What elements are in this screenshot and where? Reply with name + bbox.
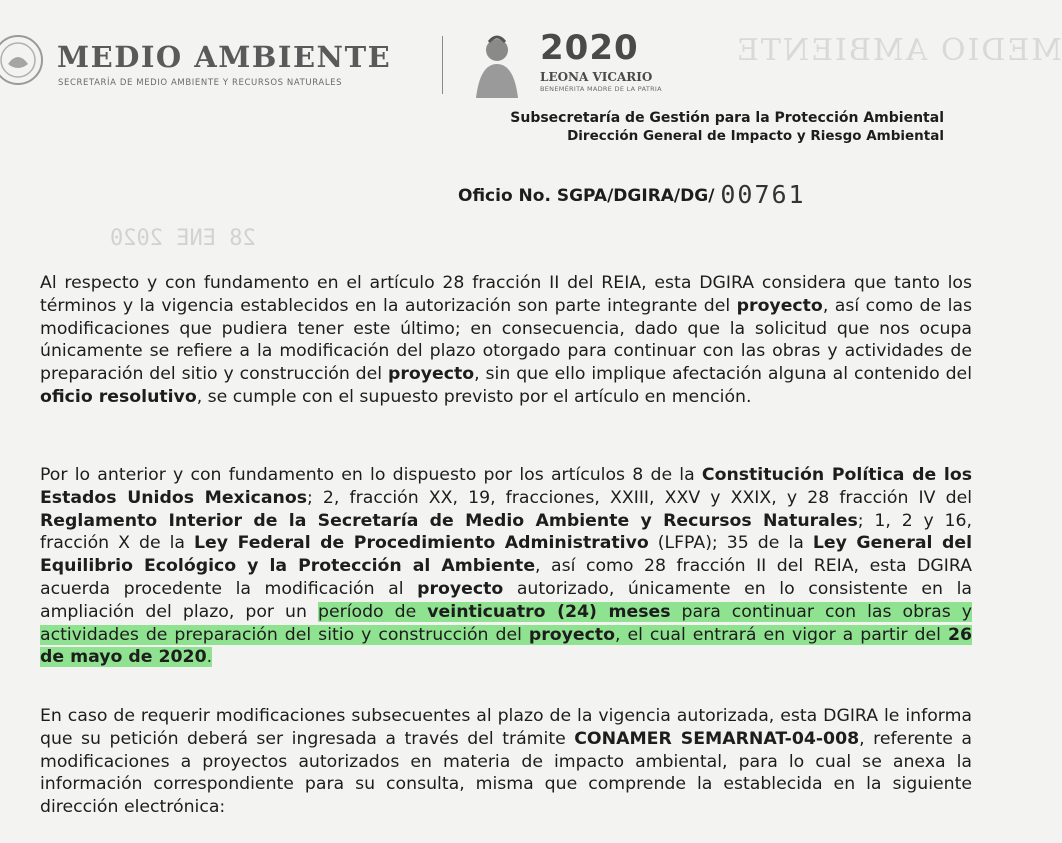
highlighted-text xyxy=(318,602,427,622)
text-segment: para continuar con las obras y actividades de preparación del sitio y construcción del xyxy=(40,601,972,645)
oficio-label: Oficio No. SGPA/DGIRA/DG/ xyxy=(458,186,715,206)
ministry-subtitle: SECRETARÍA DE MEDIO AMBIENTE Y RECURSOS NATURALES xyxy=(58,78,343,88)
bold-text-segment: proyecto xyxy=(388,364,475,385)
text-segment: , así como de las modificaciones que pudiera tener este último; en consecuencia, dado que la solicitud que nos ocupa únicamente se refiere a la modificación del plazo otorgado para continuar con las obras y actividades de preparación del sitio y construcción del xyxy=(40,295,973,385)
bold-text-segment: CONAMER SEMARNAT-04-008 xyxy=(574,728,860,749)
leona-vicario-portrait-icon xyxy=(462,30,532,98)
text-segment: ; 1, 2 y 16, fracción X de la xyxy=(40,510,973,554)
oficio-number: 00761 xyxy=(720,180,806,209)
subsecretaria-title: Subsecretaría de Gestión para la Protección Ambiental xyxy=(510,110,944,126)
bold-text-segment: oficio resolutivo xyxy=(40,386,197,407)
bold-text-segment: proyecto xyxy=(417,578,504,599)
year-dedication-name: LEONA VICARIO xyxy=(540,70,653,84)
bleed-through-brand: MEDIO AMBIENTE xyxy=(735,33,1062,68)
highlighted-text xyxy=(615,625,948,645)
text-segment: , el cual entrará en vigor a partir del xyxy=(615,624,948,645)
text-segment: autorizado, únicamente en lo consistente en la ampliación del plazo, por un xyxy=(40,578,972,622)
ministry-brand: MEDIO AMBIENTE xyxy=(57,40,392,74)
text-segment: . xyxy=(206,647,213,668)
text-segment: , referente a modificaciones a proyectos autorizados en materia de impacto ambiental, para lo cual se anexa la información correspondiente para su consulta, misma que comprende la establecida en la siguiente dirección electrónica: xyxy=(40,728,972,818)
year-label: 2020 xyxy=(540,28,639,68)
text-segment: Por lo anterior y con fundamento en lo dispuesto por los artículos 8 de la xyxy=(40,465,702,485)
text-segment: ; 2, fracción XX, 19, fracciones, XXIII, XXV y XXIX, y 28 fracción IV del xyxy=(306,487,972,508)
text-segment: , se cumple con el supuesto previsto por el artículo en mención. xyxy=(196,386,752,407)
oficio-reference xyxy=(458,180,806,209)
text-segment: período de xyxy=(318,601,428,622)
direccion-title: Dirección General de Impacto y Riesgo Ambiental xyxy=(567,128,944,144)
header-divider xyxy=(442,36,443,94)
bold-text-segment: veinticuatro (24) meses xyxy=(427,601,671,622)
text-segment: En caso de requerir modificaciones subsecuentes al plazo de la vigencia autorizada, esta DGIRA le informa que su petición deberá ser ingresada a través del trámite xyxy=(40,706,972,749)
bold-text-segment: proyecto xyxy=(736,295,823,316)
text-segment: (LFPA); 35 de la xyxy=(648,533,813,554)
bold-text-segment: 26 de mayo de 2020 xyxy=(40,624,972,668)
text-segment: Al respecto y con fundamento en el artículo 28 fracción II del REIA, esta DGIRA considera que tanto los términos y la vigencia establecidos en la autorización son parte integrante del xyxy=(40,273,972,316)
paragraph-1 xyxy=(40,272,972,409)
paragraph-3 xyxy=(40,705,972,819)
bold-text-segment: Ley General del Equilibrio Ecológico y la Protección al Ambiente xyxy=(40,533,972,577)
bold-text-segment: proyecto xyxy=(528,624,616,645)
text-segment: , así como 28 fracción II del REIA, esta DGIRA acuerda procedente la modificación al xyxy=(40,556,973,599)
bleed-through-date-stamp: 28 ENE 2020 xyxy=(110,226,256,251)
highlighted-text xyxy=(529,625,615,645)
highlighted-text xyxy=(207,647,213,667)
highlighted-text xyxy=(427,602,670,622)
year-dedication-tag: BENEMÉRITA MADRE DE LA PATRIA xyxy=(540,85,662,93)
bold-text-segment: Ley Federal de Procedimiento Administrativo xyxy=(194,533,649,554)
text-segment: , sin que ello implique afectación alguna al contenido del xyxy=(474,364,972,385)
paragraph-2 xyxy=(40,464,972,669)
bold-text-segment: Reglamento Interior de la Secretaría de Medio Ambiente y Recursos Naturales xyxy=(40,510,858,531)
bold-text-segment: Constitución Política de los Estados Unidos Mexicanos xyxy=(40,465,972,508)
national-seal-icon xyxy=(0,30,48,90)
